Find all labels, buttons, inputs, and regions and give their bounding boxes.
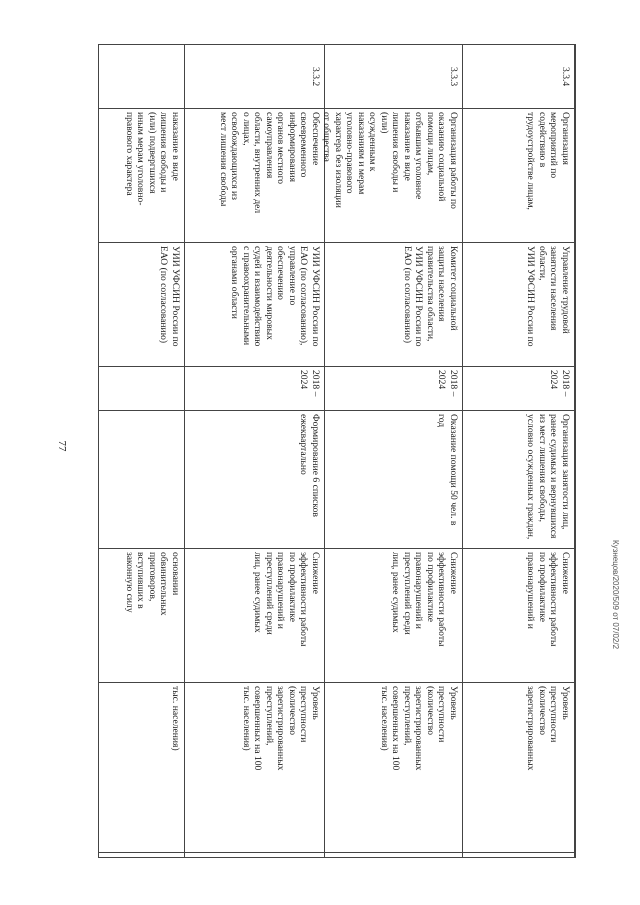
- table-row: [463, 45, 575, 857]
- indicator: основании обвинительных приговоров, вступивших в законную силу: [124, 552, 181, 616]
- item-number-cell: [463, 45, 574, 109]
- measure-name: Обеспечение своевременного информирования органов местного самоуправления области, внутренних дел о лицах, освобождающихся из мест лишения свободы: [218, 112, 321, 214]
- target-indicator: Уровень преступности (количество зарегистрированных преступлений, совершенных на 100 тыс. населения): [241, 686, 321, 771]
- target-indicator-cell: [325, 683, 462, 853]
- executors-cell: [325, 243, 462, 367]
- executors-cell: [463, 243, 574, 367]
- footer-code: Кузнецов/2020/509 от 07/02/2: [611, 540, 620, 650]
- expected-result-cell: [325, 411, 462, 549]
- target-indicator-cell: [463, 683, 574, 853]
- measure-name-cell: [185, 109, 324, 243]
- target-indicator: Уровень преступности (количество зарегистрированных: [525, 686, 571, 771]
- executors: УИИ УФСИН России по ЕАО (по согласованию), управление по обеспечению деятельности мировых судей и взаимодействию с правоохранительными органами области: [229, 246, 321, 347]
- executors-cell: [99, 243, 184, 367]
- table-row: [99, 45, 185, 857]
- measures-table: [98, 44, 576, 858]
- table-row: [185, 45, 325, 857]
- item-number-cell: [185, 45, 324, 109]
- period-cell: [185, 367, 324, 411]
- item-number-cell: [325, 45, 462, 109]
- page-number: 77: [56, 440, 68, 452]
- period-cell: [325, 367, 462, 411]
- measure-name: наказание в виде лишения свободы и (или) подвергшихся иным мерам уголовно- правового характера: [124, 112, 181, 206]
- expected-result: Организация занятости лиц, ранее судимых и вернувшихся из мест лишения свободы, условно осужденных граждан,: [525, 414, 571, 540]
- item-number-cell: [99, 45, 184, 109]
- target-indicator: Уровень преступности (количество зарегистрированных преступлений, совершенных на 100 тыс. населения): [379, 686, 459, 771]
- expected-result: Формирование 6 списков ежеквартально: [298, 414, 321, 517]
- indicator: Снижение эффективности работы по профилактике правонарушений и преступлений среди лиц, ранее судимых: [390, 552, 459, 647]
- period-cell: [99, 367, 184, 411]
- table-row: [321, 45, 463, 857]
- expected-result-cell: [99, 411, 184, 549]
- item-number: 3.3.2: [310, 67, 321, 87]
- measure-name: Организация мероприятий по содействию в трудоустройстве лицам,: [525, 112, 571, 210]
- item-number: 3.3.4: [560, 67, 571, 87]
- measure-name-cell: [463, 109, 574, 243]
- indicator-cell: [99, 549, 184, 683]
- expected-result-cell: [463, 411, 574, 549]
- item-number: 3.3.3: [448, 67, 459, 87]
- period: 2018 – 2024: [436, 370, 459, 397]
- period-cell: [463, 367, 574, 411]
- indicator-cell: [185, 549, 324, 683]
- indicator-cell: [463, 549, 574, 683]
- target-indicator-cell: [99, 683, 184, 853]
- executors-cell: [185, 243, 324, 367]
- measure-name-cell: [99, 109, 184, 243]
- indicator: Снижение эффективности работы по профилактике правонарушений и преступлений среди лиц, ранее судимых: [252, 552, 321, 647]
- expected-result-cell: [185, 411, 324, 549]
- period: 2018 – 2024: [548, 370, 571, 397]
- expected-result: Оказание помощи 50 чел. в год: [436, 414, 459, 526]
- period: 2018 – 2024: [298, 370, 321, 397]
- indicator: Снижение эффективности работы по профилактике правонарушений и: [525, 552, 571, 647]
- executors: Комитет социальной защиты населения правительства области, УИИ УФСИН России по ЕАО (по согласованию): [402, 246, 459, 347]
- target-indicator: тыс. населения): [170, 686, 181, 751]
- measure-name: Организация работы по оказанию социальной помощи лицам, отбывшим уголовное наказание в виде лишения свободы и (или) осужденным к наказаниям и мерам уголовно-правового характера без изоляции от общества: [321, 112, 459, 209]
- target-indicator-cell: [185, 683, 324, 853]
- indicator-cell: [325, 549, 462, 683]
- executors: УИИ УФСИН России по ЕАО (по согласованию): [158, 246, 181, 347]
- measure-name-cell: [321, 109, 462, 243]
- executors: Управление трудовой занятости населения области, УИИ УФСИН России по: [525, 246, 571, 347]
